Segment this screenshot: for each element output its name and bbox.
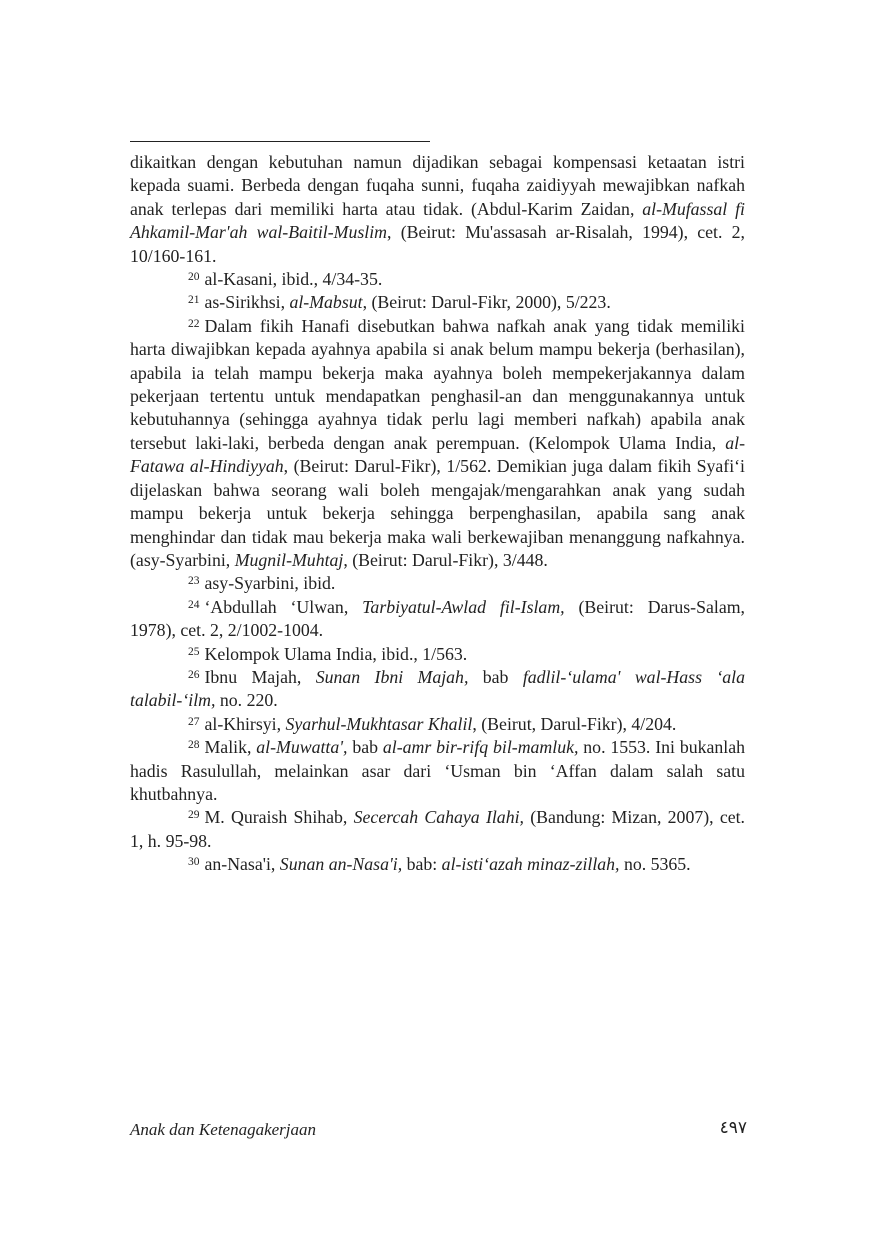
footnote-text: al-Kasani, ibid., 4/34-35. — [204, 269, 383, 290]
footnote-number: 21 — [188, 294, 200, 307]
footnote-25 — [130, 643, 745, 666]
footnote-27 — [130, 713, 745, 736]
running-footer-title: Anak dan Ketenagakerjaan — [130, 1120, 317, 1139]
footnote-text: as-Sirikhsi, — [204, 292, 290, 313]
footnote-continuation — [130, 151, 745, 268]
footnote-24 — [130, 596, 745, 643]
footnote-text: Malik, — [204, 737, 257, 758]
page-number: ٤٩٧ — [719, 1118, 747, 1138]
footnote-title-italic: Sunan an-Nasa'i, — [279, 854, 403, 875]
footnote-29 — [130, 806, 745, 853]
footnote-title-italic: al-isti‘azah minaz-zillah, — [441, 854, 620, 875]
footnote-title-italic: Tarbiyatul-Awlad fil-Islam, — [362, 596, 565, 617]
footnote-text: , (Beirut: Darul-Fikr, 2000), 5/223. — [362, 292, 611, 313]
footnote-separator-rule — [130, 141, 430, 142]
footnote-text: Dalam fikih Hanafi disebutkan bahwa nafkah anak yang tidak memiliki harta diwajibkan kepada ayahnya apabila si anak belum mampu bekerja (berhasilan), apabila ia telah mampu bekerja maka ayahnya boleh mempekerjakannya dalam pekerjaan tertentu untuk mendapatkan penghasil-an dan menggunakannya untuk kebutuhannya (sehingga ayahnya tidak perlu lagi memberi nafkah) apabila anak tersebut laki-laki, berbeda dengan anak perempuan. (Kelompok Ulama India, — [130, 315, 745, 453]
footnote-text: (Bandung: Mizan, 2007), cet. 1, h. 95-98. — [130, 807, 746, 851]
footnote-number: 25 — [188, 645, 200, 658]
footnote-26 — [130, 666, 745, 713]
footnote-title-italic: al-Muwatta', — [256, 737, 348, 758]
footnote-text: M. Quraish Shihab, — [204, 807, 354, 828]
footnote-text: ‘Abdullah ‘Ulwan, — [204, 596, 363, 617]
footnote-30 — [130, 853, 745, 876]
footnote-text: , (Beirut: Mu'assasah ar-Risalah, 1994), cet. 2, 10/160-161. — [130, 222, 745, 266]
footnote-title-italic: al-amr bir-rifq bil-mamluk, — [382, 737, 579, 758]
footnote-text: no. 1553. Ini bukanlah hadis Rasulullah, melainkan asar dari ‘Usman bin ‘Affan dalam salah satu khutbahnya. — [130, 737, 745, 804]
footnote-title-italic: Syarhul-Mukhtasar Khalil — [285, 713, 473, 734]
footnote-text: (Beirut: Darus-Salam, 1978), cet. 2, 2/1002-1004. — [130, 596, 745, 641]
footnote-28 — [130, 736, 745, 806]
footnote-title-italic: al-Mufassal fi Ahkamil-Mar'ah wal-Baitil-Muslim — [130, 198, 745, 243]
footnote-text: dikaitkan dengan kebutuhan namun dijadikan sebagai kompensasi ketaatan istri kepada suami. Berbeda dengan fuqaha sunni, fuqaha zaidiyyah mewajibkan nafkah anak terlepas dari memiliki harta atau tidak. (Abdul-Karim Zaidan, — [130, 152, 745, 219]
footnote-text: , (Beirut, Darul-Fikr), 4/204. — [472, 713, 677, 734]
footnote-number: 29 — [188, 809, 200, 822]
footnote-title-italic: al-Mabsut — [289, 292, 363, 313]
footnote-20 — [130, 268, 745, 291]
footnote-text: an-Nasa'i, — [204, 854, 280, 875]
footnote-number: 23 — [188, 575, 200, 588]
footnote-text: Ibnu Majah, — [204, 666, 316, 687]
footnote-title-italic: Secercah Cahaya Ilahi, — [353, 807, 524, 828]
footnote-23 — [130, 572, 745, 595]
footnote-number: 28 — [188, 739, 200, 752]
footnote-title-italic: al-Fatawa al-Hindiyyah — [130, 432, 745, 477]
footnote-text: bab — [468, 666, 523, 687]
footnote-text: , (Beirut: Darul-Fikr), 1/562. Demikian juga dalam fikih Syafi‘i dijelaskan bahwa seorang wali boleh mengajak/mengarahkan anak yang sudah mampu bekerja untuk bekerja sehingga berpenghasilan, apabila sang anak menghindar dan tidak mau bekerja maka wali berkewajiban menanggung nafkahnya. (asy-Syarbini, — [130, 456, 745, 570]
footnote-21 — [130, 291, 745, 314]
footnote-number: 26 — [188, 668, 200, 681]
footnote-text: asy-Syarbini, ibid. — [204, 573, 336, 594]
footnote-title-italic: fadlil-‘ulama' wal-Hass ‘ala talabil-‘ilm, — [130, 666, 746, 711]
footnote-text: , (Beirut: Darul-Fikr), 3/448. — [343, 549, 548, 570]
footnote-text: no. 5365. — [619, 854, 691, 875]
footnote-text: bab — [347, 737, 383, 758]
footnote-22 — [130, 315, 745, 572]
footnote-number: 22 — [188, 317, 200, 330]
footnotes-section — [130, 151, 745, 877]
footnote-number: 27 — [188, 715, 200, 728]
footnote-number: 20 — [188, 271, 200, 284]
footnote-text: al-Khirsyi, — [204, 713, 286, 734]
footnote-title-italic: Sunan Ibni Majah, — [315, 666, 469, 687]
footnote-text: no. 220. — [215, 690, 278, 711]
footnote-number: 30 — [188, 856, 200, 869]
footnote-text: Kelompok Ulama India, ibid., 1/563. — [204, 643, 468, 664]
footnote-text: bab: — [402, 854, 442, 875]
footnote-number: 24 — [188, 598, 200, 611]
footnote-title-italic: Mugnil-Muhtaj — [234, 549, 344, 570]
